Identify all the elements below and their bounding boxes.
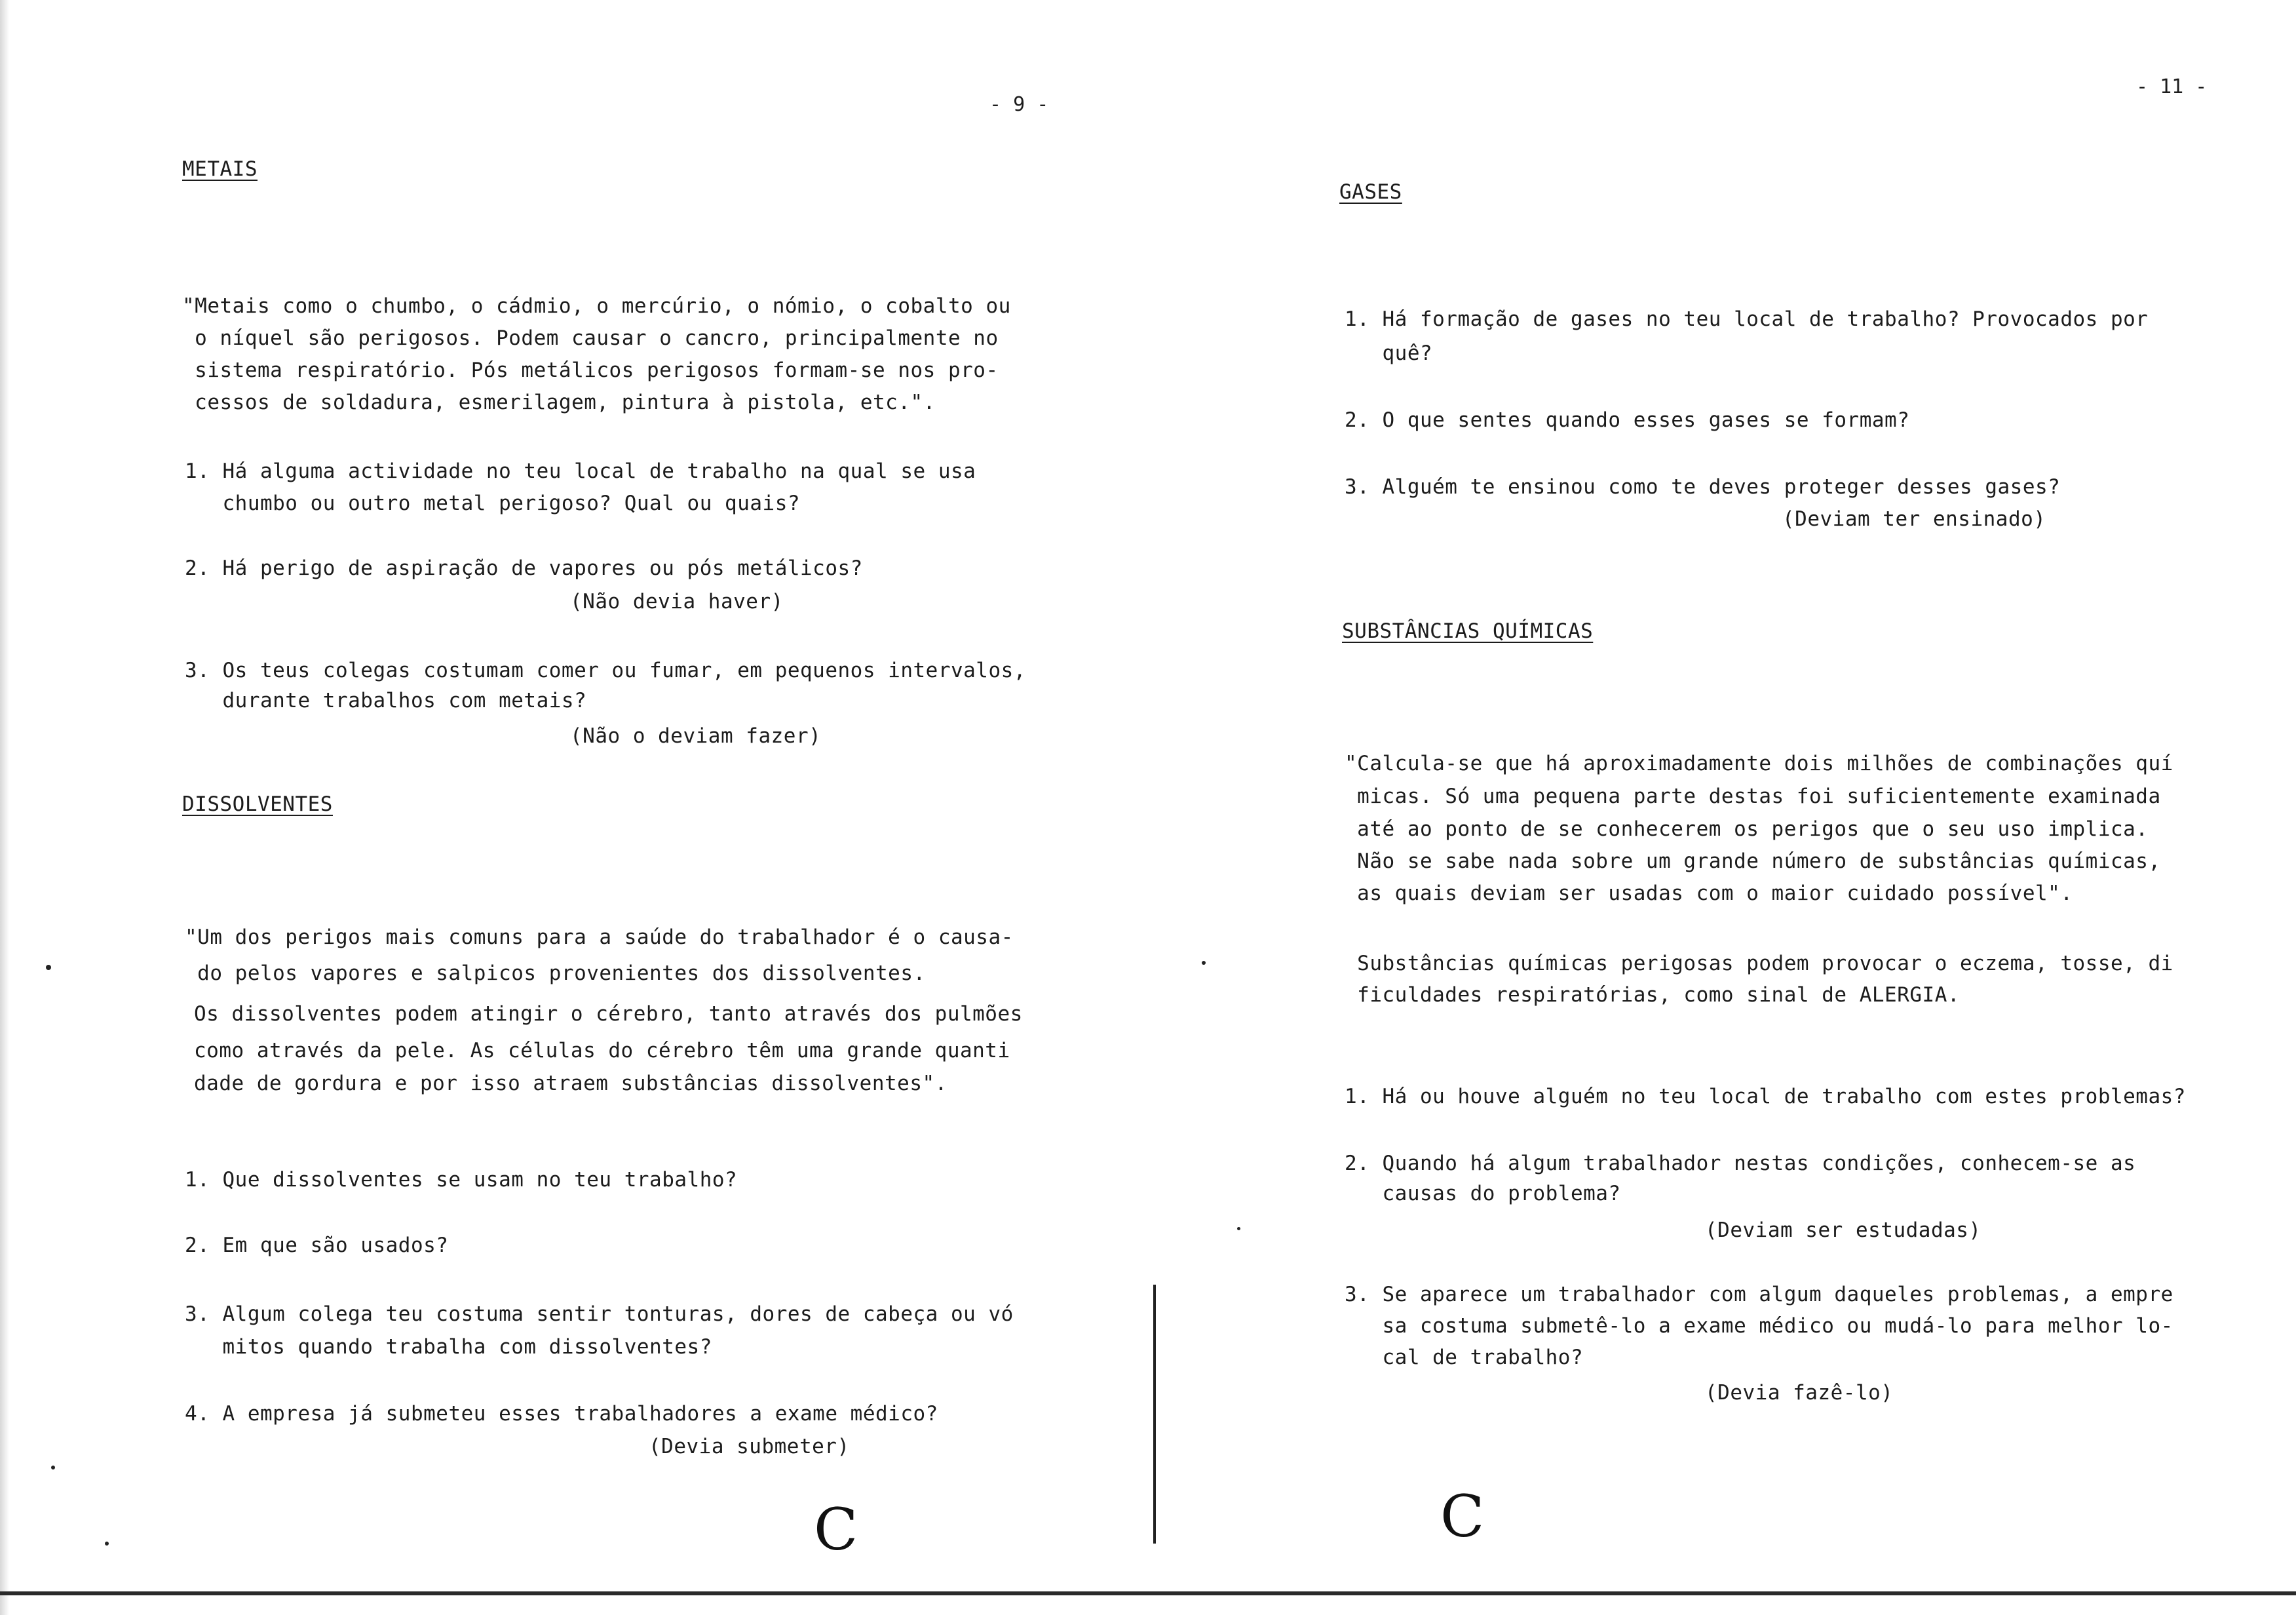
question-line: 3. Se aparece um trabalhador com algum daqueles problemas, a empre — [1345, 1283, 2173, 1306]
quote-line: até ao ponto de se conhecerem os perigos que o seu uso implica. — [1345, 817, 2149, 841]
question-line: durante trabalhos com metais? — [185, 689, 587, 712]
binding-mark-icon: C — [1440, 1483, 1485, 1550]
question-answer: (Devia fazê-lo) — [1705, 1381, 1894, 1405]
quote-line: micas. Só uma pequena parte destas foi suficientemente examinada — [1345, 785, 2161, 808]
section-heading-substancias-quimicas: SUBSTÂNCIAS QUÍMICAS — [1342, 619, 1594, 643]
scan-speck — [1202, 961, 1206, 965]
scan-speck — [105, 1542, 109, 1546]
quote-line: as quais deviam ser usadas com o maior cuidado possível". — [1345, 882, 2073, 905]
quote-line: Não se sabe nada sobre um grande número de substâncias químicas, — [1345, 849, 2161, 873]
quote-line: cessos de soldadura, esmerilagem, pintura à pistola, etc.". — [182, 391, 936, 414]
quote-line: como através da pele. As células do cérebro têm uma grande quanti — [194, 1039, 1010, 1062]
page-number: - 9 - — [989, 93, 1049, 116]
page-number: - 11 - — [2136, 75, 2208, 98]
quote-line: dade de gordura e por isso atraem substâncias dissolventes". — [194, 1072, 947, 1095]
question-answer: (Deviam ter ensinado) — [1782, 507, 2046, 531]
question-line: 1. Há ou houve alguém no teu local de trabalho com estes problemas? — [1345, 1085, 2186, 1108]
question-answer: (Deviam ser estudadas) — [1705, 1218, 1981, 1242]
question-line: 1. Há alguma actividade no teu local de trabalho na qual se usa — [185, 459, 976, 483]
quote-line: sistema respiratório. Pós metálicos perigosos formam-se nos pro- — [182, 359, 999, 382]
binding-mark-icon: C — [814, 1496, 858, 1563]
question-line: 3. Alguém te ensinou como te deves proteger desses gases? — [1345, 475, 2061, 499]
quote-line: "Metais como o chumbo, o cádmio, o mercúrio, o nómio, o cobalto ou — [182, 294, 1011, 318]
question-line: 1. Que dissolventes se usam no teu trabalho? — [185, 1168, 738, 1192]
quote-line: Os dissolventes podem atingir o cérebro, tanto através dos pulmões — [194, 1002, 1023, 1026]
question-answer: (Devia submeter) — [649, 1435, 850, 1458]
question-line: causas do problema? — [1345, 1182, 1621, 1205]
question-line: 2. Há perigo de aspiração de vapores ou pós metálicos? — [185, 556, 863, 580]
paragraph-line: ficuldades respiratórias, como sinal de ALERGIA. — [1345, 983, 1961, 1007]
question-line: sa costuma submetê-lo a exame médico ou mudá-lo para melhor lo- — [1345, 1314, 2173, 1338]
question-line: 2. Em que são usados? — [185, 1234, 449, 1257]
paragraph-line: Substâncias químicas perigosas podem provocar o eczema, tosse, di — [1345, 952, 2173, 975]
question-line: 1. Há formação de gases no teu local de trabalho? Provocados por — [1345, 307, 2149, 331]
question-answer: (Não o deviam fazer) — [570, 724, 822, 748]
scan-speck — [51, 1466, 55, 1469]
question-line: 3. Algum colega teu costuma sentir tonturas, dores de cabeça ou vó — [185, 1302, 1014, 1326]
question-line: 2. O que sentes quando esses gases se formam? — [1345, 408, 1910, 432]
question-line: mitos quando trabalha com dissolventes? — [185, 1335, 712, 1359]
question-line: chumbo ou outro metal perigoso? Qual ou quais? — [185, 492, 801, 515]
scan-speck — [1237, 1227, 1240, 1230]
quote-line: "Calcula-se que há aproximadamente dois milhões de combinações quí — [1345, 752, 2173, 775]
question-answer: (Não devia haver) — [570, 590, 784, 613]
question-line: quê? — [1345, 341, 1433, 365]
question-line: 3. Os teus colegas costumam comer ou fumar, em pequenos intervalos, — [185, 659, 1026, 682]
scan-bottom-edge — [0, 1591, 2296, 1595]
quote-line: do pelos vapores e salpicos provenientes dos dissolventes. — [185, 962, 926, 985]
question-line: cal de trabalho? — [1345, 1346, 1584, 1369]
section-heading-metais: METAIS — [182, 157, 258, 181]
quote-line: o níquel são perigosos. Podem causar o cancro, principalmente no — [182, 326, 999, 350]
question-line: 2. Quando há algum trabalhador nestas condições, conhecem-se as — [1345, 1152, 2136, 1175]
section-heading-dissolventes: DISSOLVENTES — [182, 792, 333, 816]
right-page — [1148, 0, 2296, 1615]
scan-speck — [46, 965, 51, 970]
question-line: 4. A empresa já submeteu esses trabalhadores a exame médico? — [185, 1402, 938, 1426]
quote-line: "Um dos perigos mais comuns para a saúde do trabalhador é o causa- — [185, 925, 1014, 949]
section-heading-gases: GASES — [1339, 180, 1402, 204]
